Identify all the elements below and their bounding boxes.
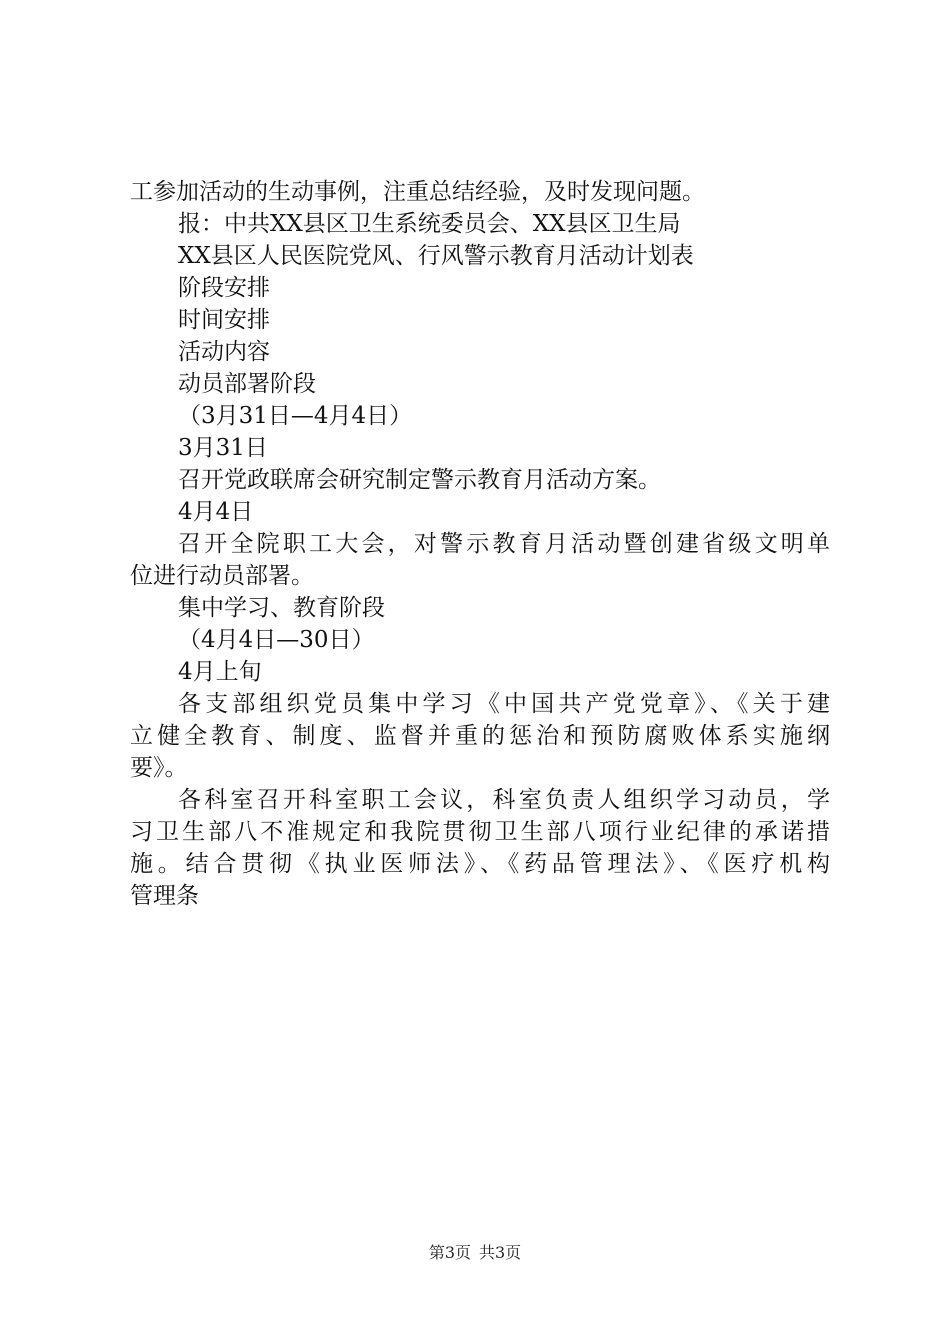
stage-dates: （3月31日—4月4日） bbox=[178, 403, 413, 429]
activity-content: 习卫生部八不准规定和我院贯彻卫生部八项行业纪律的承诺措 bbox=[130, 819, 830, 845]
activity-content: 各科室召开科室职工会议，科室负责人组织学习动员，学 bbox=[178, 787, 830, 813]
activity-content: 各支部组织党员集中学习《中国共产党党章》、《关于建 bbox=[178, 691, 830, 717]
page-total: 共3页 bbox=[479, 1243, 522, 1262]
activity-content: 立健全教育、制度、监督并重的惩治和预防腐败体系实施纲 bbox=[130, 723, 830, 749]
table-header: 活动内容 bbox=[178, 339, 270, 365]
stage-name: 集中学习、教育阶段 bbox=[178, 595, 385, 621]
text-line: 报：中共XX县区卫生系统委员会、XX县区卫生局 bbox=[178, 211, 681, 237]
time-entry: 4月4日 bbox=[178, 499, 254, 525]
document-body bbox=[130, 176, 830, 912]
table-header: 阶段安排 bbox=[178, 275, 270, 301]
activity-content: 位进行动员部署。 bbox=[130, 563, 314, 589]
activity-content: 召开党政联席会研究制定警示教育月活动方案。 bbox=[178, 467, 661, 493]
stage-dates: （4月4日—30日） bbox=[178, 627, 375, 653]
stage-name: 动员部署阶段 bbox=[178, 371, 316, 397]
page-number: 第3页 bbox=[428, 1243, 471, 1262]
activity-content: 召开全院职工大会，对警示教育月活动暨创建省级文明单 bbox=[178, 531, 830, 557]
activity-content: 施。结合贯彻《执业医师法》、《药品管理法》、《医疗机构 bbox=[130, 851, 830, 877]
time-entry: 4月上旬 bbox=[178, 659, 262, 685]
time-entry: 3月31日 bbox=[178, 435, 268, 461]
table-title: XX县区人民医院党风、行风警示教育月活动计划表 bbox=[178, 243, 694, 269]
page-footer bbox=[0, 1242, 950, 1264]
table-header: 时间安排 bbox=[178, 307, 270, 333]
activity-content: 要》。 bbox=[130, 755, 188, 781]
activity-content: 管理条 bbox=[130, 883, 199, 909]
text-line: 工参加活动的生动事例，注重总结经验，及时发现问题。 bbox=[130, 179, 705, 205]
